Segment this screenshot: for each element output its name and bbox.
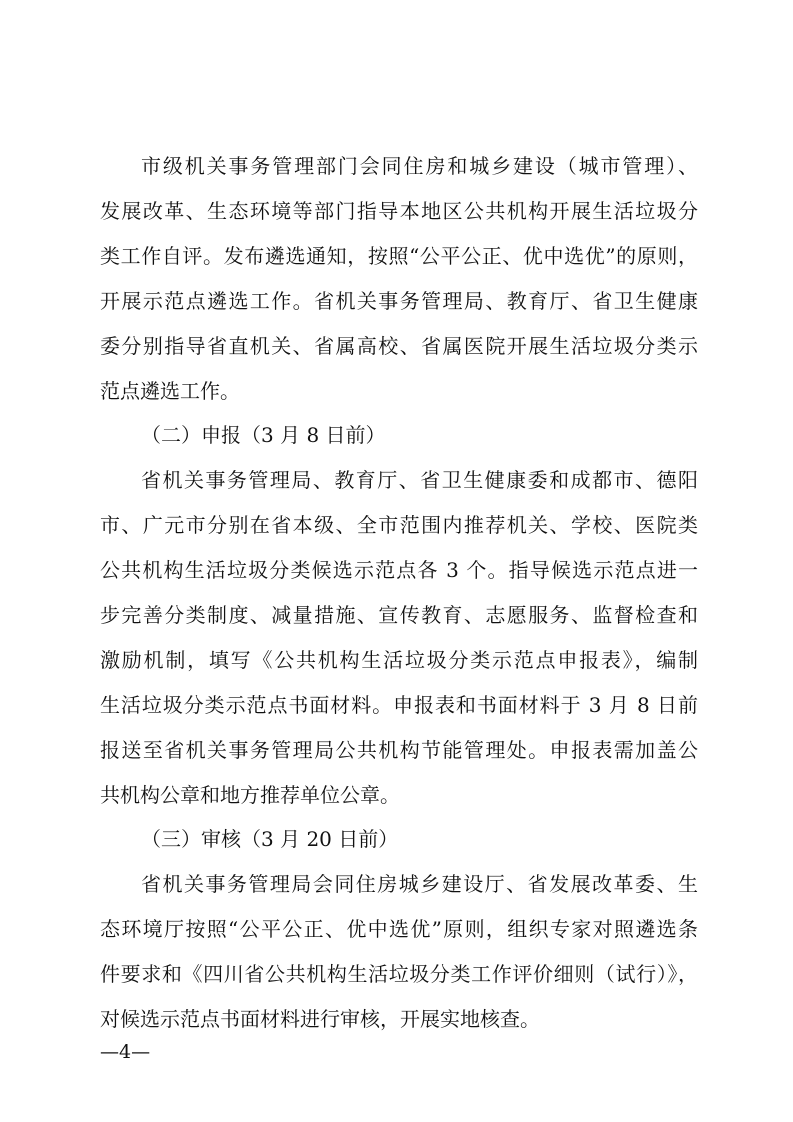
paragraph-line: 共机构公章和地方推荐单位公章。: [100, 783, 400, 807]
paragraph-line: 态环境厅按照“公平公正、优中选优”原则，组织专家对照遴选条: [100, 917, 698, 941]
paragraph-line: 步完善分类制度、减量措施、宣传教育、志愿服务、监督检查和: [100, 603, 698, 627]
paragraph-line: 省机关事务管理局会同住房城乡建设厅、省发展改革委、生: [141, 872, 698, 896]
paragraph-line: 发展改革、生态环境等部门指导本地区公共机构开展生活垃圾分: [100, 199, 698, 223]
paragraph-line: 开展示范点遴选工作。省机关事务管理局、教育厅、省卫生健康: [100, 289, 698, 313]
paragraph-line: 市、广元市分别在省本级、全市范围内推荐机关、学校、医院类: [100, 513, 698, 537]
page-number: —4—: [100, 1041, 151, 1063]
paragraph-line: 委分别指导省直机关、省属高校、省属医院开展生活垃圾分类示: [100, 334, 698, 358]
paragraph-line: 报送至省机关事务管理局公共机构节能管理处。申报表需加盖公: [100, 738, 698, 762]
paragraph-line: 范点遴选工作。: [100, 379, 240, 403]
paragraph-line: 激励机制，填写《公共机构生活垃圾分类示范点申报表》，编制: [100, 648, 698, 672]
paragraph-line: 类工作自评。发布遴选通知，按照“公平公正、优中选优”的原则，: [100, 244, 698, 268]
paragraph-line: 件要求和《四川省公共机构生活垃圾分类工作评价细则（试行）》，: [100, 962, 698, 986]
paragraph-line: 公共机构生活垃圾分类候选示范点各 3 个。指导候选示范点进一: [100, 558, 698, 582]
section-heading-application: （二）申报（3 月 8 日前）: [141, 423, 386, 447]
paragraph-line: 生活垃圾分类示范点书面材料。申报表和书面材料于 3 月 8 日前: [100, 693, 698, 717]
paragraph-line: 市级机关事务管理部门会同住房和城乡建设（城市管理）、: [141, 154, 698, 178]
paragraph-line: 对候选示范点书面材料进行审核，开展实地核查。: [100, 1007, 540, 1031]
paragraph-line: 省机关事务管理局、教育厅、省卫生健康委和成都市、德阳: [141, 468, 698, 492]
section-heading-review: （三）审核（3 月 20 日前）: [141, 827, 399, 851]
